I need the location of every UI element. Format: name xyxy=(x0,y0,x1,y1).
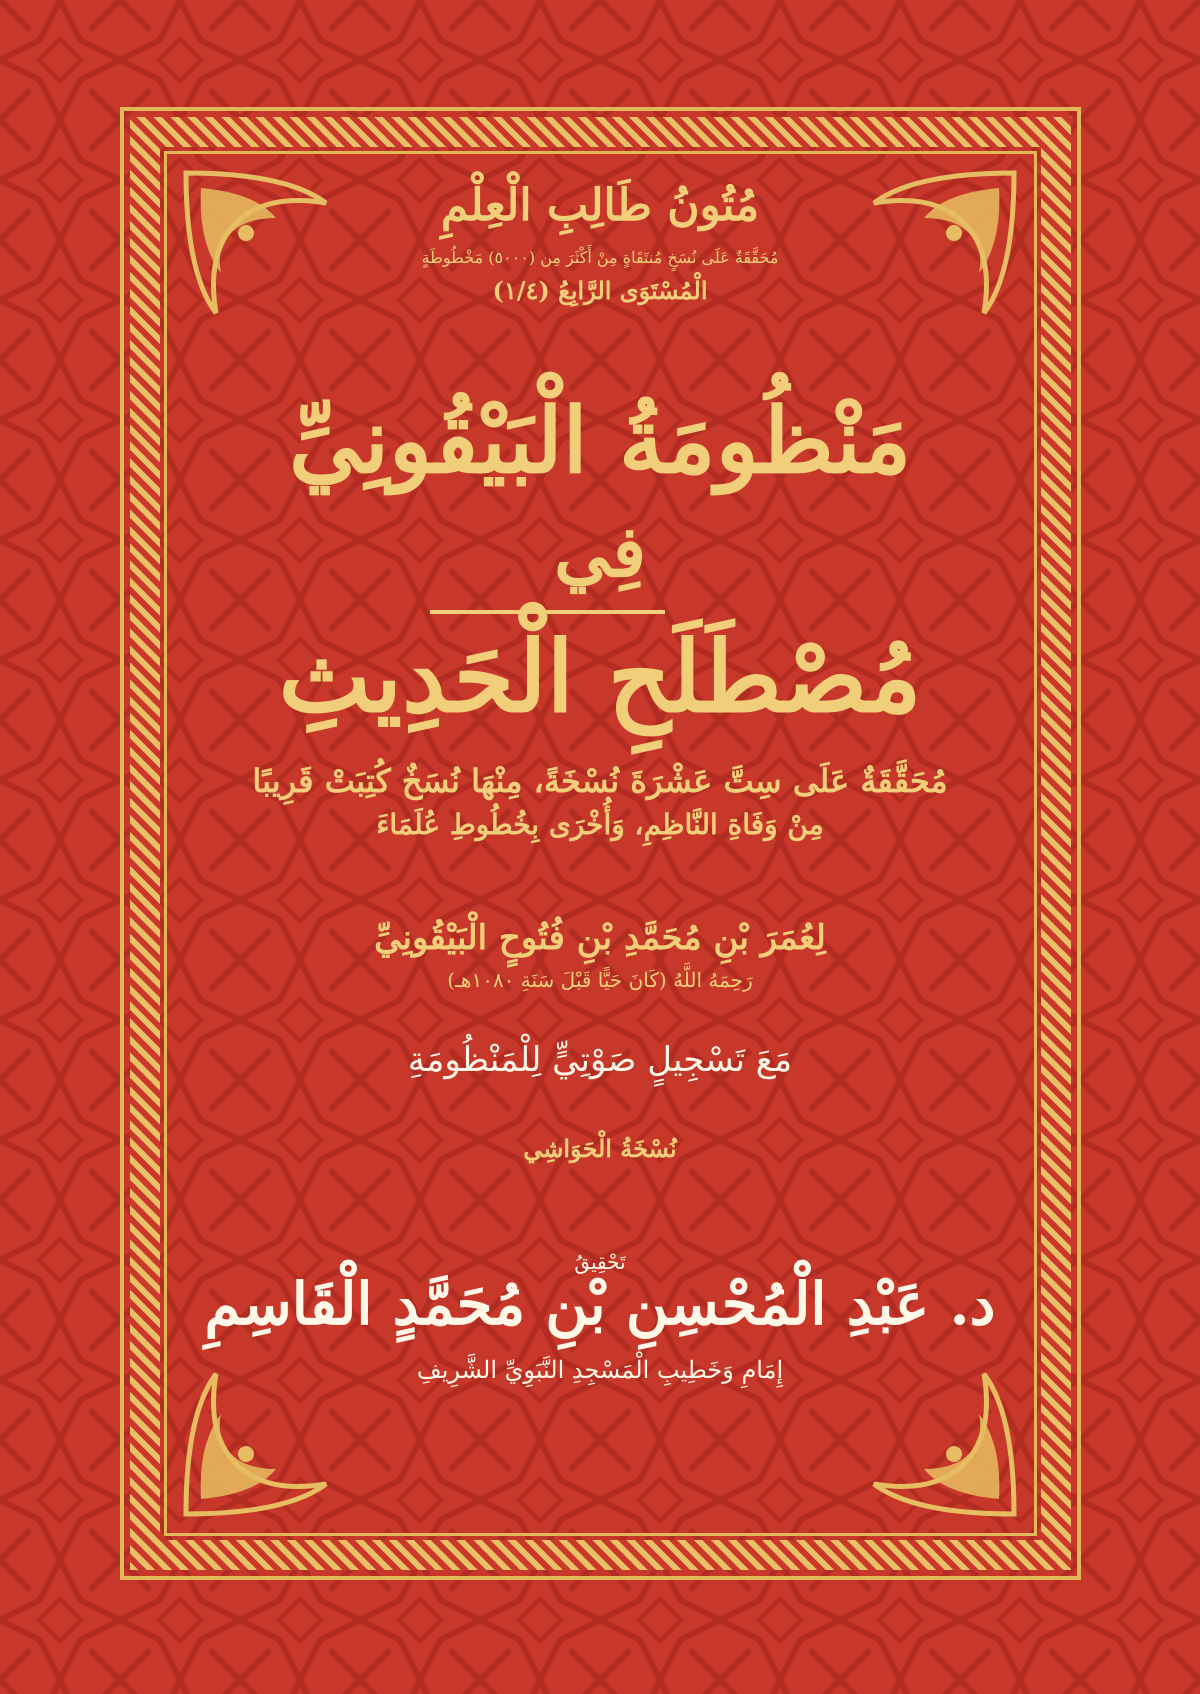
connector-underline xyxy=(430,610,665,614)
series-level: الْمُسْتَوَى الرَّابِعُ (١/٤) xyxy=(492,276,708,305)
title-connector: فِي xyxy=(554,510,646,593)
editor-role: إِمَامِ وَخَطِيبِ الْمَسْجِدِ النَّبَوِيِّ الشَّرِيفِ xyxy=(416,1356,784,1384)
series-title: مُتُونُ طَالِبِ الْعِلْمِ xyxy=(440,180,760,231)
audio-note: مَعَ تَسْجِيلٍ صَوْتِيٍّ لِلْمَنْظُومَةِ xyxy=(407,1040,793,1080)
description-line-1: مُحَقَّقَةٌ عَلَى سِتَّ عَشْرَةَ نُسْخَةً، مِنْهَا نُسَخٌ كُتِبَتْ قَرِيبًا xyxy=(252,762,948,800)
editor-label: تَحْقِيقُ xyxy=(574,1250,626,1274)
book-subject: مُصْطَلَحِ الْحَدِيثِ xyxy=(278,620,922,735)
series-subtitle: مُحَقَّقَةٌ عَلَى نُسَخٍ مُنتَقَاةٍ مِنْ أَكْثَرَ مِن (٥٠٠٠) مَخْطُوطَةٍ xyxy=(421,248,779,267)
book-title: مَنْظُومَةُ الْبَيْقُونِيِّ xyxy=(288,388,912,494)
editor-name: د. عَبْدِ الْمُحْسِنِ بْنِ مُحَمَّدٍ الْقَاسِمِ xyxy=(204,1270,996,1338)
author-note: رَحِمَهُ اللَّهُ (كَانَ حَيًّا قَبْلَ سَنَةِ ١٠٨٠هـ) xyxy=(447,968,753,992)
author-name: لِعُمَرَ بْنِ مُحَمَّدِ بْنِ فُتُوحٍ الْبَيْقُونِيِّ xyxy=(374,918,826,958)
description-line-2: مِنْ وَفَاةِ النَّاظِمِ، وَأُخْرَى بِخُطُوطِ عُلَمَاءَ xyxy=(376,808,824,841)
edition-label: نُسْخَةُ الْحَوَاشِي xyxy=(523,1134,677,1163)
